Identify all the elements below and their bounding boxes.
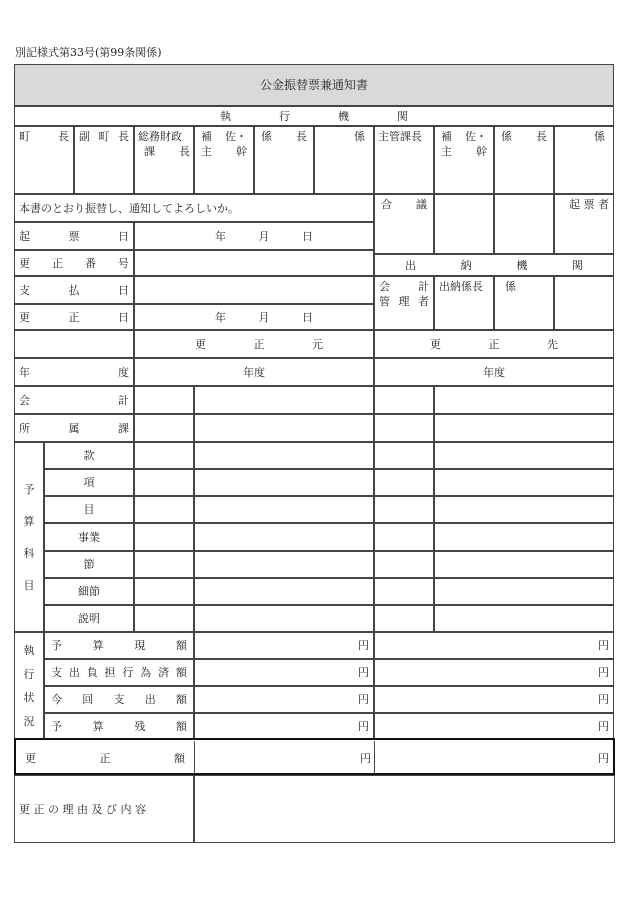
kamoku-label-6: 細節 <box>44 578 134 605</box>
kaikei-saki-name[interactable] <box>434 386 614 414</box>
goukgi-label: 合 議 <box>374 194 434 254</box>
kamoku-saki-code-3[interactable] <box>374 496 434 523</box>
nendo-label: 年 度 <box>14 358 134 386</box>
kamoku-saki-code-4[interactable] <box>374 523 434 551</box>
kamoku-saki-code-7[interactable] <box>374 605 434 632</box>
blank-header-cell <box>14 330 134 358</box>
approver-kakari[interactable]: 係 <box>314 126 374 194</box>
kamoku-moto-code-3[interactable] <box>134 496 194 523</box>
kamoku-moto-code-4[interactable] <box>134 523 194 551</box>
kamoku-saki-name-3[interactable] <box>434 496 614 523</box>
kaikei-label: 会 計 <box>14 386 134 414</box>
shikkou-moto-amount-1[interactable]: 円 <box>194 632 374 659</box>
riyuu-content[interactable] <box>194 775 615 843</box>
approver-hosa2[interactable]: 補 佐・ 主 幹 <box>434 126 494 194</box>
kamoku-saki-name-7[interactable] <box>434 605 614 632</box>
approver-kakaricho[interactable]: 係 長 <box>254 126 314 194</box>
kamoku-moto-name-2[interactable] <box>194 469 374 496</box>
kamoku-label-1: 款 <box>44 442 134 469</box>
kamoku-label-5: 節 <box>44 551 134 578</box>
kamoku-saki-name-2[interactable] <box>434 469 614 496</box>
kamoku-moto-name-7[interactable] <box>194 605 374 632</box>
kamoku-saki-code-1[interactable] <box>374 442 434 469</box>
kamoku-moto-code-7[interactable] <box>134 605 194 632</box>
suitou-org-header: 出 納 機 関 <box>374 254 614 276</box>
approver-hosa[interactable]: 補 佐・ 主 幹 <box>194 126 254 194</box>
kamoku-moto-name-5[interactable] <box>194 551 374 578</box>
kousei-bangou-value[interactable] <box>134 250 374 276</box>
shozoku-moto-code[interactable] <box>134 414 194 442</box>
yosan-kamoku-label: 予 算 科 目 <box>14 442 44 632</box>
kihyoubi-label: 起 票 日 <box>14 222 134 250</box>
kamoku-saki-code-6[interactable] <box>374 578 434 605</box>
kamoku-label-4: 事業 <box>44 523 134 551</box>
kaikei-moto-code[interactable] <box>134 386 194 414</box>
approver-kakaricho2[interactable]: 係 長 <box>494 126 554 194</box>
kouseigaku-saki-amount[interactable]: 円 <box>598 751 609 765</box>
transfer-form <box>15 65 615 843</box>
kihyoubi-value[interactable]: 年 月 日 <box>134 222 374 250</box>
shiharaibi-label: 支 払 日 <box>14 276 134 304</box>
shikkou-saki-amount-2[interactable]: 円 <box>374 659 614 686</box>
kamoku-saki-name-5[interactable] <box>434 551 614 578</box>
kousei-saki-header: 更 正 先 <box>374 330 614 358</box>
kihyousha-cell[interactable]: 起 票 者 <box>554 194 614 254</box>
kamoku-moto-code-2[interactable] <box>134 469 194 496</box>
kamoku-moto-name-6[interactable] <box>194 578 374 605</box>
form-caption: 別記様式第33号(第99条関係) <box>15 46 162 59</box>
suitou-kakaricho-cell[interactable]: 出納係長 <box>434 276 494 330</box>
kaikei-kanrisha-cell[interactable]: 会 計 管 理 者 <box>374 276 434 330</box>
shozoku-saki-code[interactable] <box>374 414 434 442</box>
goukgi-seal-1[interactable] <box>434 194 494 254</box>
kamoku-label-2: 項 <box>44 469 134 496</box>
approver-chou[interactable]: 町 長 <box>14 126 74 194</box>
shikkou-saki-amount-1[interactable]: 円 <box>374 632 614 659</box>
kousei-bangou-label: 更 正 番 号 <box>14 250 134 276</box>
kamoku-label-7: 説明 <box>44 605 134 632</box>
kamoku-saki-name-4[interactable] <box>434 523 614 551</box>
shikkou-moto-amount-4[interactable]: 円 <box>194 713 374 740</box>
kamoku-moto-code-6[interactable] <box>134 578 194 605</box>
kouseibi-value[interactable]: 年 月 日 <box>134 304 374 330</box>
shikkou-label-2: 支 出 負 担 行 為 済 額 <box>44 659 194 686</box>
executive-org-header: 執 行 機 関 <box>14 106 614 126</box>
kamoku-moto-name-4[interactable] <box>194 523 374 551</box>
kamoku-moto-name-1[interactable] <box>194 442 374 469</box>
kaikei-moto-name[interactable] <box>194 386 374 414</box>
shikkou-label-4: 予 算 残 額 <box>44 713 194 740</box>
kamoku-saki-code-2[interactable] <box>374 469 434 496</box>
shikkou-saki-amount-4[interactable]: 円 <box>374 713 614 740</box>
shozoku-label: 所 属 課 <box>14 414 134 442</box>
kouseigaku-moto-amount[interactable]: 円 <box>360 751 371 765</box>
shiharaibi-value[interactable] <box>134 276 374 304</box>
shikkou-moto-amount-2[interactable]: 円 <box>194 659 374 686</box>
goukgi-seal-2[interactable] <box>494 194 554 254</box>
kamoku-saki-name-6[interactable] <box>434 578 614 605</box>
kouseigaku-label: 更 正 額 <box>25 751 185 765</box>
shikkou-jokyo-label: 執 行 状 況 <box>14 632 44 740</box>
approver-soumu[interactable]: 総務財政 課 長 <box>134 126 194 194</box>
kamoku-saki-name-1[interactable] <box>434 442 614 469</box>
kamoku-moto-code-5[interactable] <box>134 551 194 578</box>
riyuu-label: 更 正 の 理 由 及 び 内 容 <box>14 775 194 843</box>
kamoku-moto-code-1[interactable] <box>134 442 194 469</box>
approver-shukan[interactable]: 主管課長 <box>374 126 434 194</box>
kamoku-saki-code-5[interactable] <box>374 551 434 578</box>
form-title: 公金振替票兼通知書 <box>14 64 614 106</box>
approver-fukuchou[interactable]: 副 町 長 <box>74 126 134 194</box>
kaikei-saki-code[interactable] <box>374 386 434 414</box>
shikkou-moto-amount-3[interactable]: 円 <box>194 686 374 713</box>
shikkou-label-3: 今 回 支 出 額 <box>44 686 194 713</box>
shikkou-label-1: 予 算 現 額 <box>44 632 194 659</box>
kamoku-label-3: 目 <box>44 496 134 523</box>
kamoku-moto-name-3[interactable] <box>194 496 374 523</box>
shozoku-moto-name[interactable] <box>194 414 374 442</box>
nendo-moto-value[interactable]: 年度 <box>134 358 374 386</box>
nendo-saki-value[interactable]: 年度 <box>374 358 614 386</box>
kouseibi-label: 更 正 日 <box>14 304 134 330</box>
approval-statement: 本書のとおり振替し、通知してよろしいか。 <box>14 194 374 222</box>
suitou-extra-cell[interactable] <box>554 276 614 330</box>
shozoku-saki-name[interactable] <box>434 414 614 442</box>
shikkou-saki-amount-3[interactable]: 円 <box>374 686 614 713</box>
kousei-moto-header: 更 正 元 <box>134 330 374 358</box>
approver-kakari2[interactable]: 係 <box>554 126 614 194</box>
suitou-kakari-cell[interactable]: 係 <box>494 276 554 330</box>
